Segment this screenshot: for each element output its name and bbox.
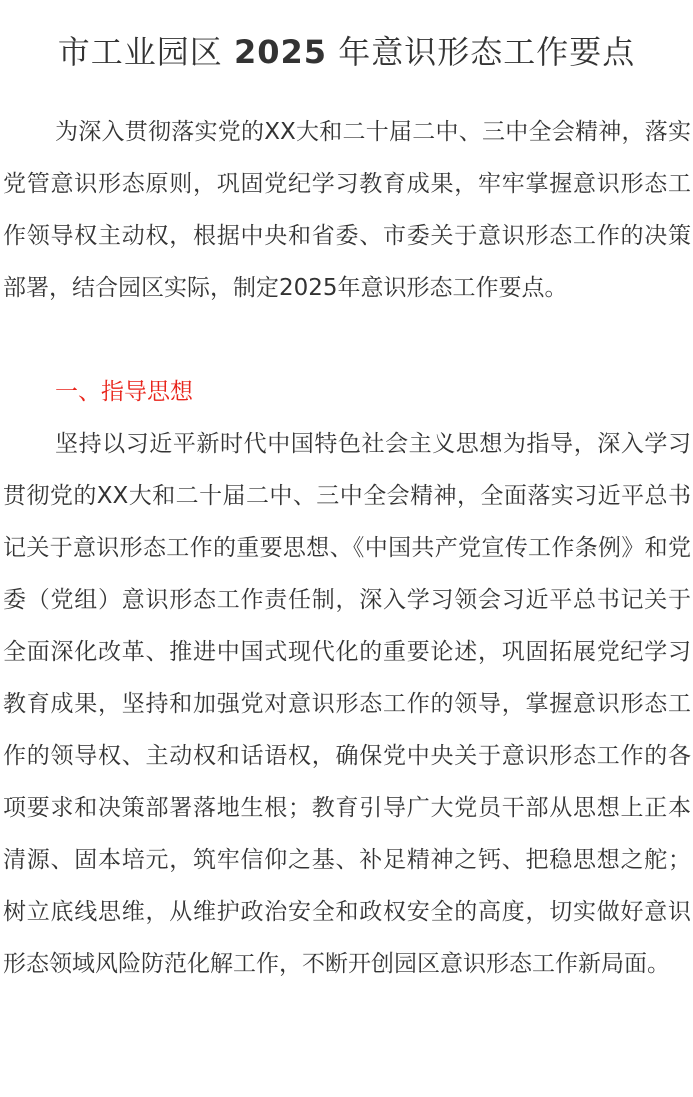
document-title [0, 26, 693, 78]
title-suffix: 年意识形态工作要点 [338, 33, 636, 71]
section-heading-guiding-ideology: 一、指导思想 [55, 379, 193, 405]
title-prefix: 市工业园区 [57, 33, 223, 71]
guiding-ideology-paragraph: 坚持以习近平新时代中国特色社会主义思想为指导，深入学习贯彻党的XX大和二十届二中、三中全会精神，全面落实习近平总书记关于意识形态工作的重要思想、《中国共产党宣传工作条例》和党委（党组）意识形态工作责任制，深入学习领会习近平总书记关于全面深化改革、推进中国式现代化的重要论述，巩固拓展党纪学习教育成果，坚持和加强党对意识形态工作的领导，掌握意识形态工作的领导权、主动权和话语权，确保党中央关于意识形态工作的各项要求和决策部署落地生根；教育引导广大党员干部从思想上正本清源、固本培元，筑牢信仰之基、补足精神之钙、把稳思想之舵；树立底线思维，从维护政治安全和政权安全的高度，切实做好意识形态领域风险防范化解工作，不断开创园区意识形态工作新局面。 [3, 431, 691, 977]
intro-paragraph: 为深入贯彻落实党的XX大和二十届二中、三中全会精神，落实党管意识形态原则，巩固党纪学习教育成果，牢牢掌握意识形态工作领导权主动权，根据中央和省委、市委关于意识形态工作的决策部署，结合园区实际，制定2025年意识形态工作要点。 [3, 119, 691, 301]
title-year: 2025 [233, 33, 328, 71]
